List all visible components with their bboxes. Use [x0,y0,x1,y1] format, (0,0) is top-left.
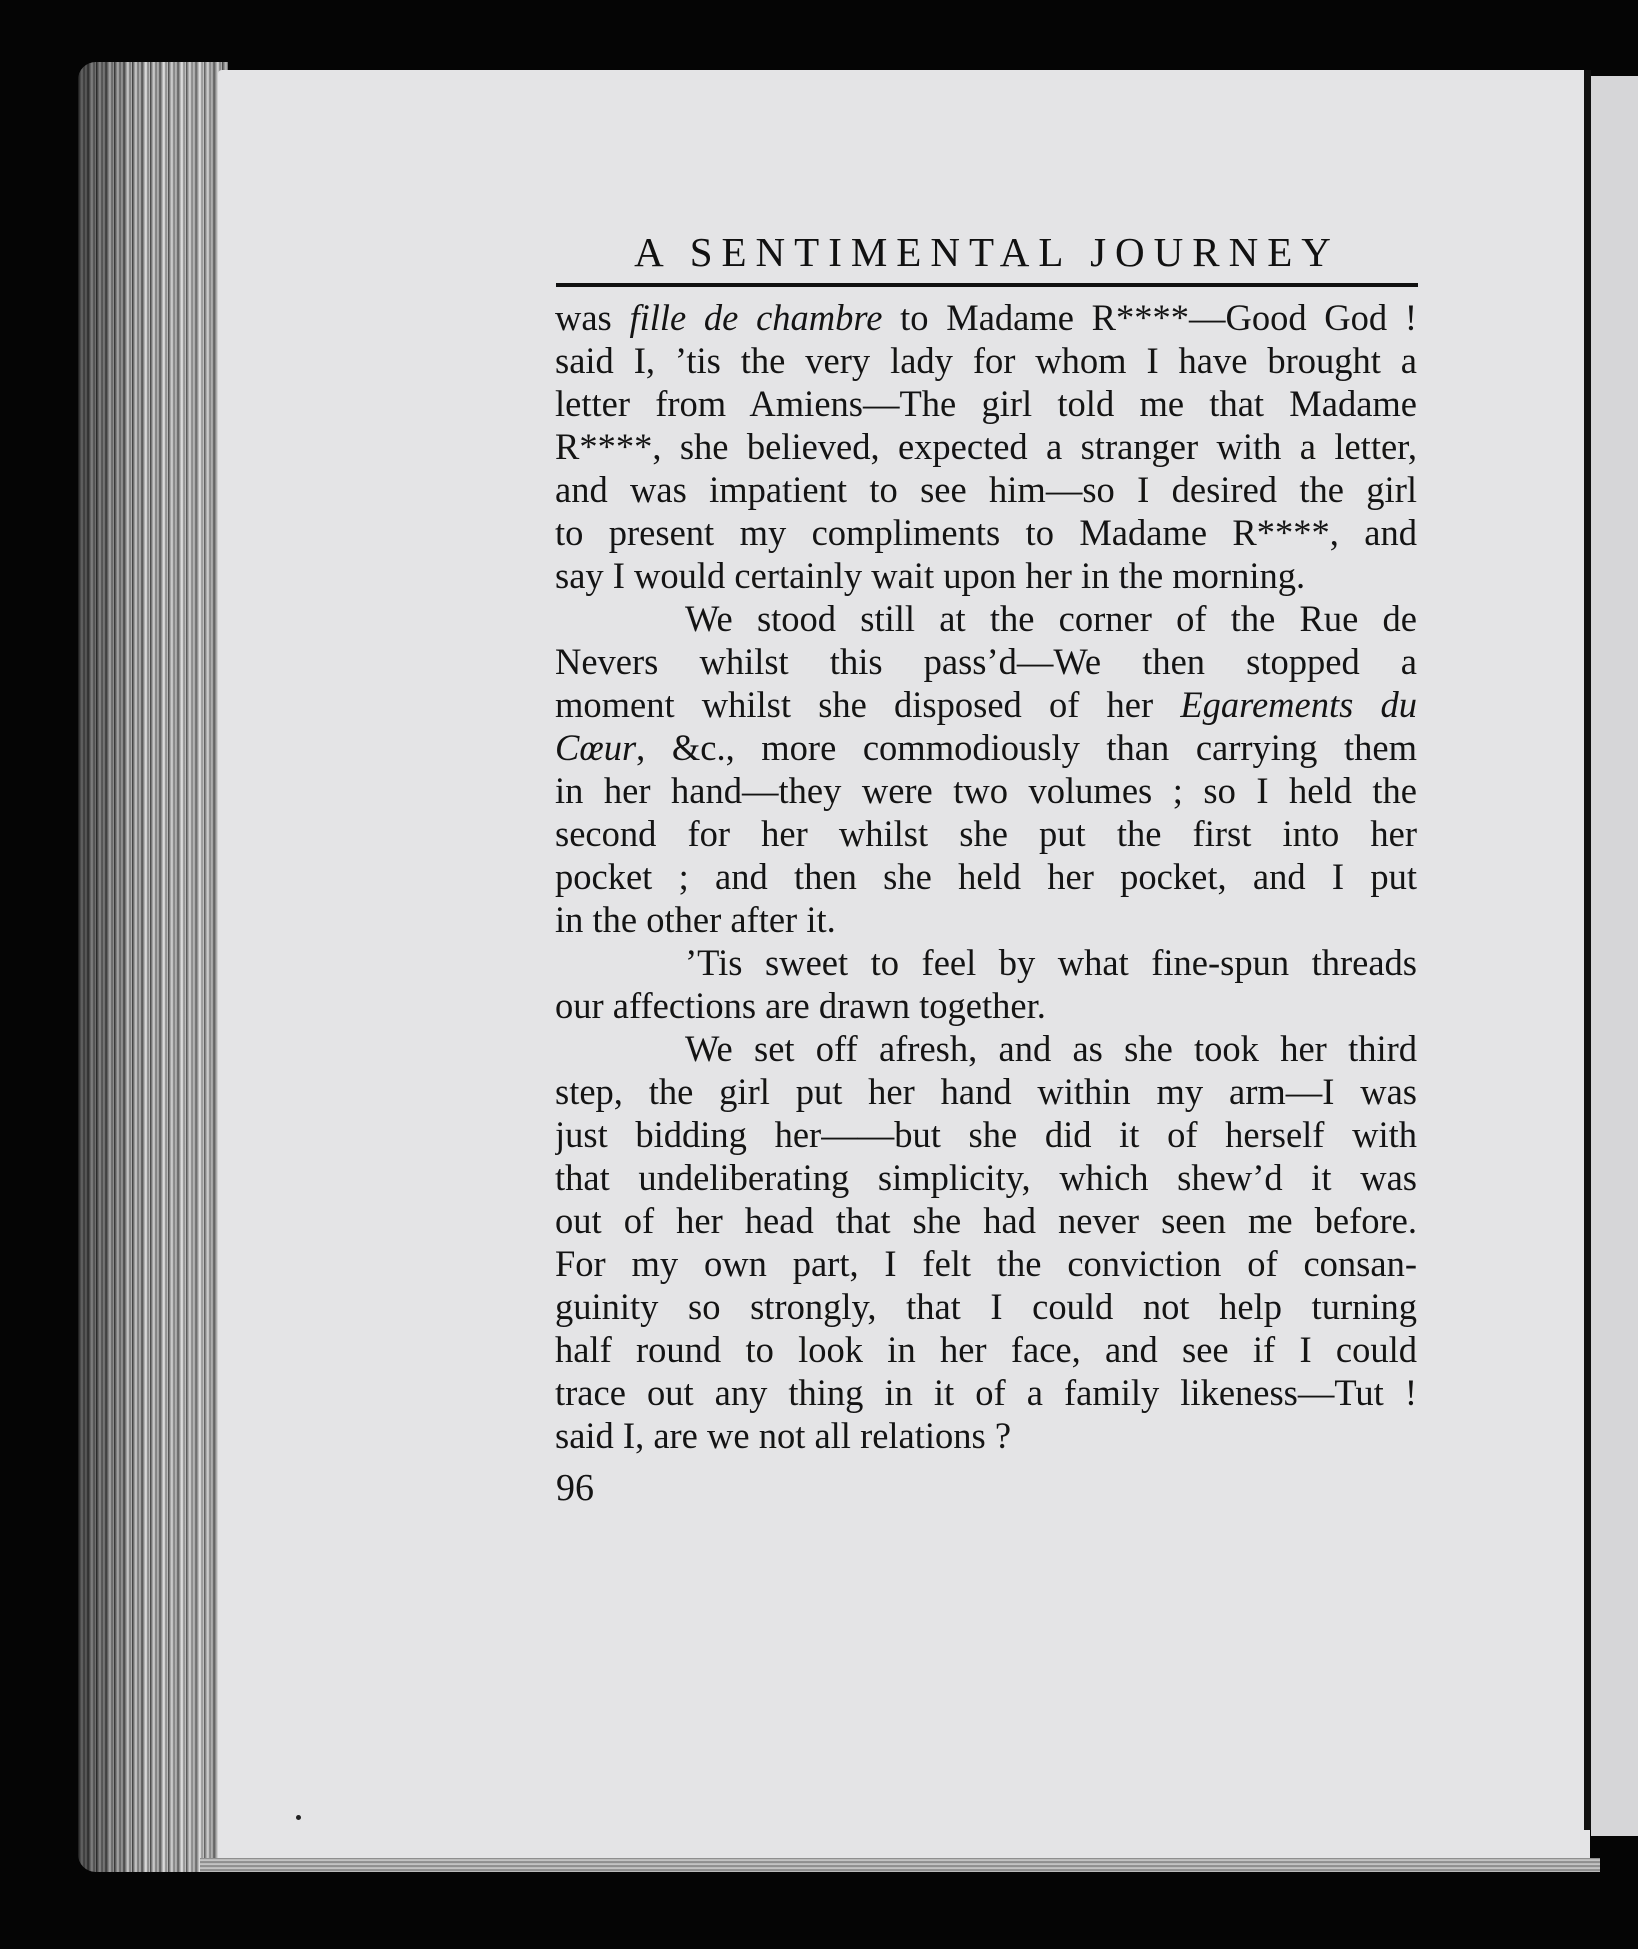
text-line [555,812,1417,855]
text-run: and was impatient to see him—so I desired the girl [555,469,1417,510]
text-run: in her hand—they were two volumes ; so I held the [555,770,1417,811]
text-line [555,1199,1417,1242]
text-line [555,640,1417,683]
text-line [555,597,1417,640]
text-line [555,1027,1417,1070]
book-gutter [1584,70,1591,1830]
book-bottom-edge [200,1858,1600,1872]
text-run: R****, she believed, expected a stranger with a letter, [555,426,1417,467]
text-run: half round to look in her face, and see if I could [555,1329,1417,1370]
body-text [555,296,1417,1457]
text-line [555,382,1417,425]
text-run: to Madame R****—Good God ! [882,297,1417,338]
italic-run: fille de chambre [629,297,883,338]
running-head-rule [556,283,1418,287]
text-line [555,683,1417,726]
text-line [555,1414,1417,1457]
text-run: guinity so strongly, that I could not help turning [555,1286,1417,1327]
text-line [555,511,1417,554]
text-line [555,984,1417,1027]
italic-run: Cœur [555,727,637,768]
text-run: , &c., more commodiously than carrying them [636,727,1417,768]
book-edge-shadow [78,62,228,1872]
text-line [555,855,1417,898]
text-line [555,554,1417,597]
text-line [555,296,1417,339]
text-line [555,1156,1417,1199]
text-line [555,468,1417,511]
text-run: say I would certainly wait upon her in the morning. [555,555,1306,596]
text-run: We set off afresh, and as she took her third [685,1028,1417,1069]
text-line [555,941,1417,984]
text-run: just bidding her——but she did it of herself with [555,1114,1417,1155]
page-number: 96 [556,1467,594,1509]
text-run: letter from Amiens—The girl told me that Madame [555,383,1417,424]
text-run: out of her head that she had never seen me before. [555,1200,1417,1241]
text-run: said I, are we not all relations ? [555,1415,1012,1456]
text-run: was [555,297,630,338]
text-run: trace out any thing in it of a family likeness—Tut ! [555,1372,1417,1413]
text-line [555,898,1417,941]
text-run: our affections are drawn together. [555,985,1046,1026]
text-run: step, the girl put her hand within my arm—I was [555,1071,1417,1112]
text-run: to present my compliments to Madame R****, and [555,512,1417,553]
text-line [555,769,1417,812]
text-line [555,1285,1417,1328]
text-line [555,1070,1417,1113]
text-run: We stood still at the corner of the Rue de [685,598,1417,639]
text-run: that undeliberating simplicity, which shew’d it was [555,1157,1417,1198]
page-speck [296,1815,301,1820]
text-run: For my own part, I felt the conviction of consan- [555,1243,1417,1284]
text-line [555,1242,1417,1285]
running-head: A SENTIMENTAL JOURNEY [634,229,1340,275]
text-run: in the other after it. [555,899,836,940]
text-line [555,726,1417,769]
text-run: pocket ; and then she held her pocket, and I put [555,856,1417,897]
text-line [555,339,1417,382]
text-run: moment whilst she disposed of her [555,684,1181,725]
text-run: second for her whilst she put the first into her [555,813,1417,854]
text-run: said I, ’tis the very lady for whom I have brought a [555,340,1417,381]
text-line [555,1113,1417,1156]
italic-run: Egarements du [1180,684,1417,725]
facing-page-edge [1591,76,1638,1836]
text-line [555,1371,1417,1414]
text-line [555,1328,1417,1371]
text-run: ’Tis sweet to feel by what fine-spun threads [685,942,1417,983]
text-run: Nevers whilst this pass’d—We then stopped a [555,641,1417,682]
text-line [555,425,1417,468]
